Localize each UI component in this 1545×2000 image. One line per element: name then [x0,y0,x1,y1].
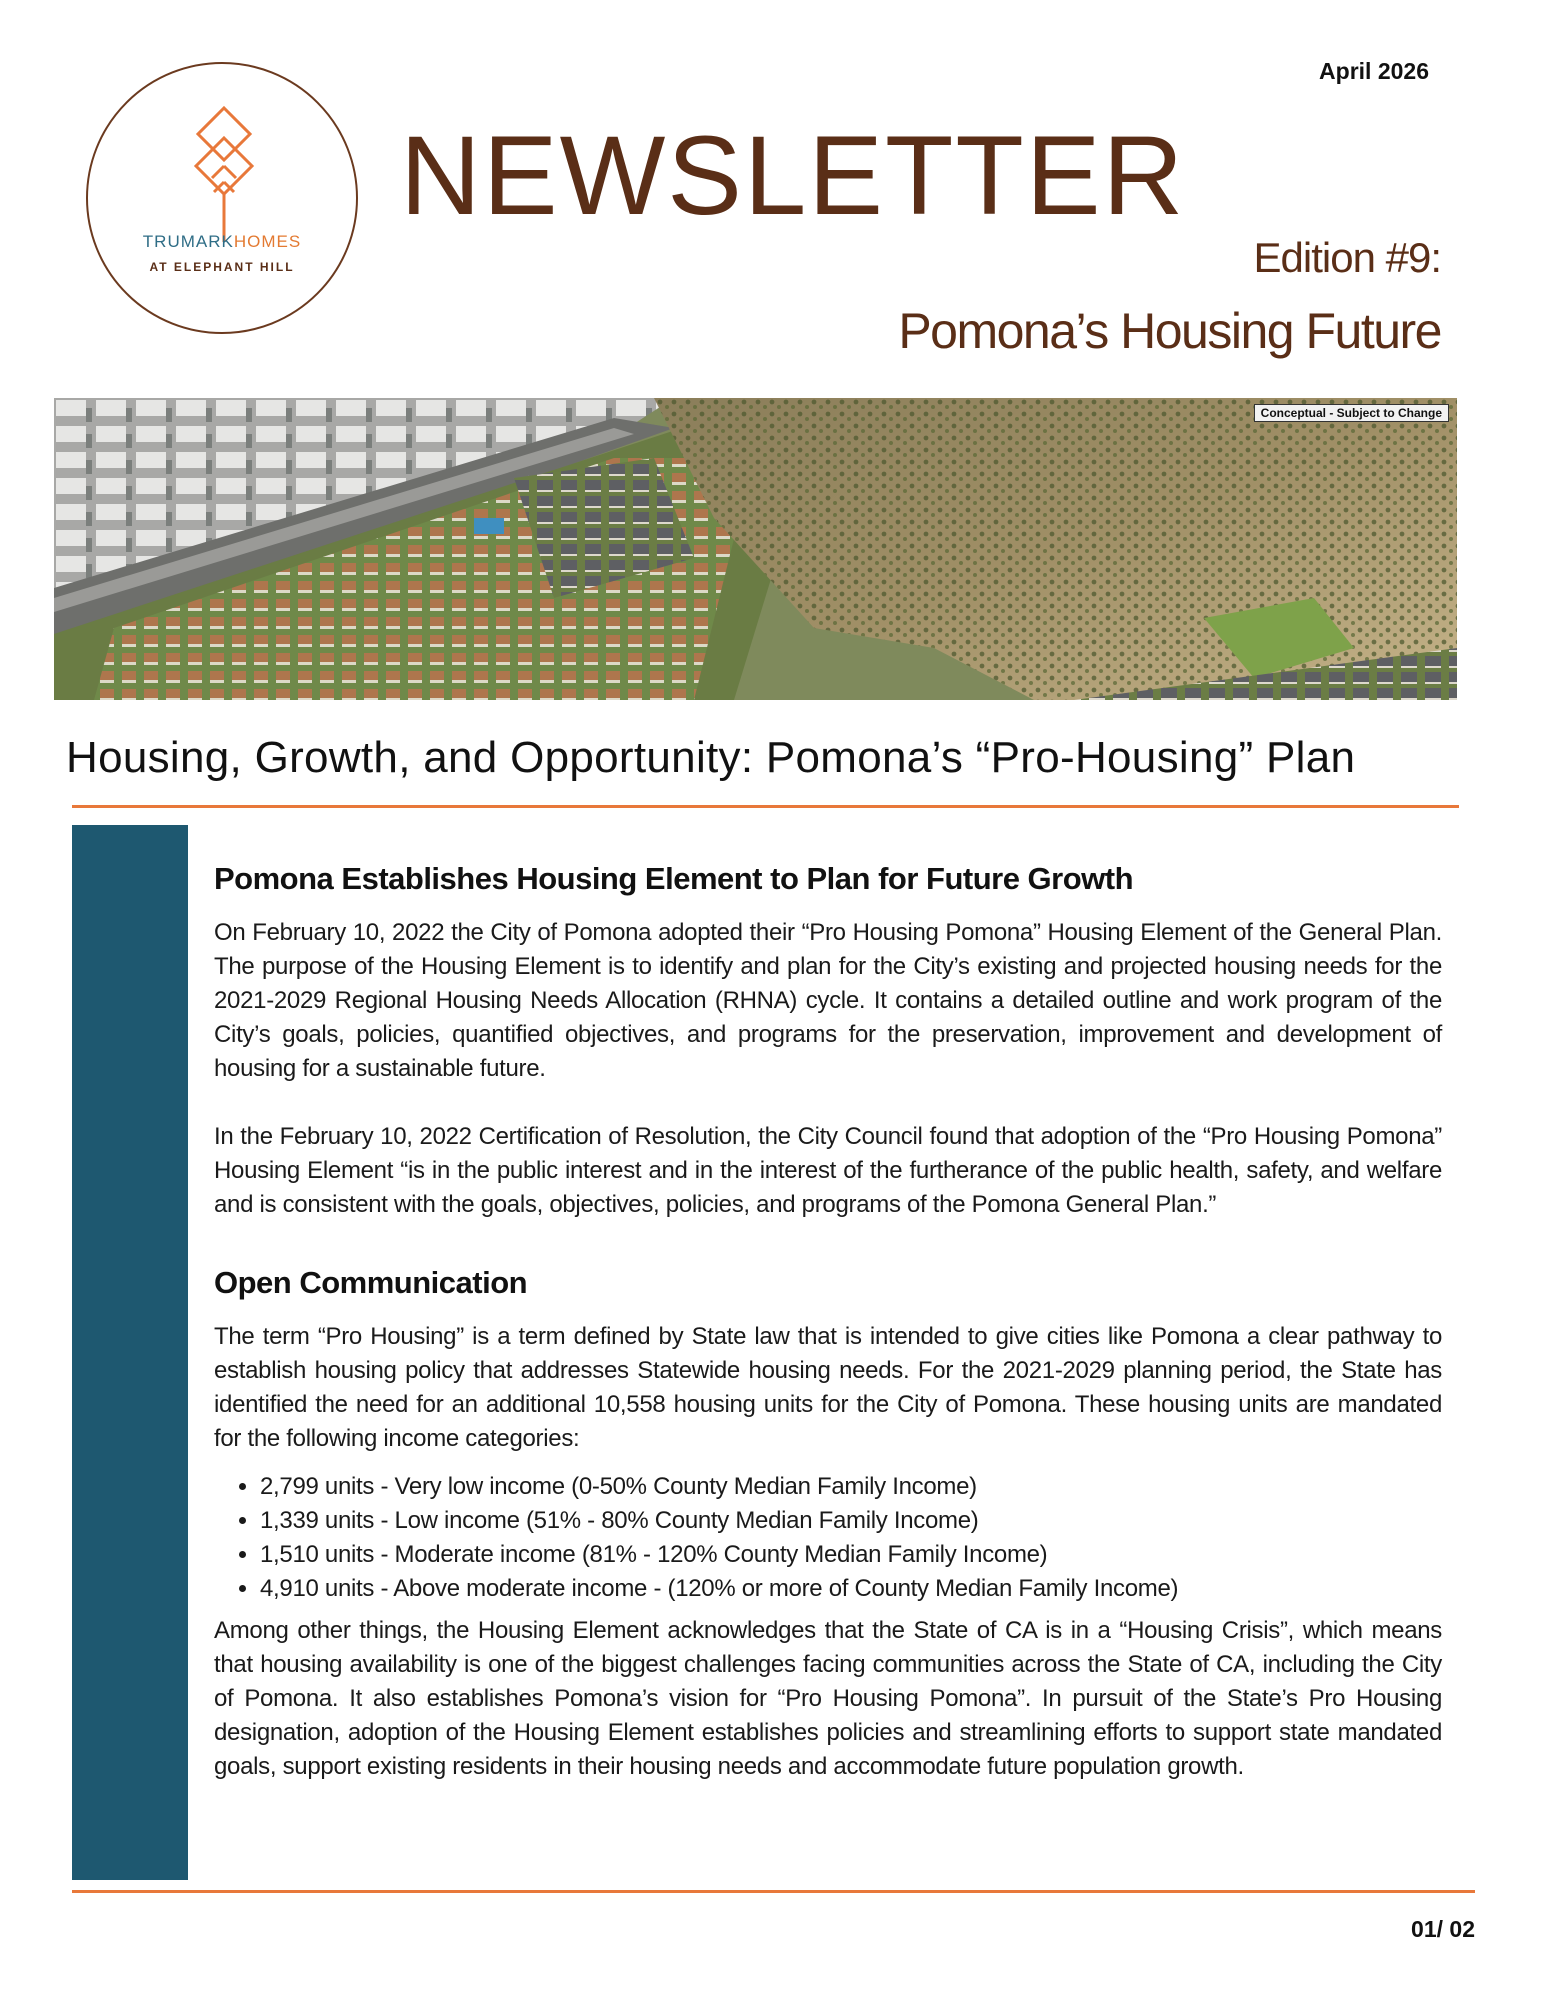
conceptual-badge: Conceptual - Subject to Change [1254,404,1449,422]
logo-brand-trumark: TRUMARK [142,232,234,251]
issue-date: April 2026 [1319,58,1429,84]
edition-subtitle: Pomona’s Housing Future [898,303,1441,359]
paragraph: The term “Pro Housing” is a term defined by State law that is intended to give cities like Pomona a clear pathway to establish housing policy that addresses Statewide housing needs. For the 2021-2029 planning period, the State has identified the need for an additional 10,558 housing units for the City of Pomona. These housing units are mandated for the following income categories: [214,1323,1442,1452]
paragraph: On February 10, 2022 the City of Pomona adopted their “Pro Housing Pomona” Housing Element of the General Plan. The purpose of the Housing Element is to identify and plan for the City’s existing and projected housing needs for the 2021-2029 Regional Housing Needs Allocation (RHNA) cycle. It contains a detailed outline and work program of the City’s goals, policies, quantified objectives, and programs for the preservation, improvement and development of housing for a sustainable future. [214,919,1442,1082]
income-category-list [214,1470,1442,1606]
sidebar-accent-bar [72,825,188,1880]
section-heading-housing-element: Pomona Establishes Housing Element to Plan for Future Growth [214,861,1134,896]
list-item: • 4,910 units - Above moderate income - (120% or more of County Median Family Income) [260,1572,1442,1606]
logo-brand-homes: HOMES [233,232,302,251]
list-item: • 1,510 units - Moderate income (81% - 120% County Median Family Income) [260,1538,1442,1572]
edition-label: Edition #9: [1253,234,1441,281]
logo-subtitle: AT ELEPHANT HILL [149,260,295,274]
diamond-tree-icon [176,104,272,244]
aerial-landscape-illustration [54,398,1457,700]
logo-brand [88,232,356,252]
list-item: • 1,339 units - Low income (51% - 80% County Median Family Income) [260,1504,1442,1538]
paragraph: Among other things, the Housing Element acknowledges that the State of CA is in a “Housing Crisis”, which means that housing availability is one of the biggest challenges facing communities across the State of CA, including the City of Pomona. It also establishes Pomona’s vision for “Pro Housing Pomona”. In pursuit of the State’s Pro Housing designation, adoption of the Housing Element establishes policies and streamlining efforts to support state mandated goals, support existing residents in their housing needs and accommodate future population growth. [214,1617,1442,1780]
article-headline: Housing, Growth, and Opportunity: Pomona’s “Pro-Housing” Plan [66,733,1356,782]
section-heading-open-communication: Open Communication [214,1265,528,1300]
newsletter-title: NEWSLETTER [400,113,1186,238]
paragraph: In the February 10, 2022 Certification of Resolution, the City Council found that adoption of the “Pro Housing Pomona” Housing Element “is in the public interest and in the interest of the furtherance of the public health, safety, and welfare and is consistent with the goals, objectives, policies, and programs of the Pomona General Plan.” [214,1123,1442,1218]
divider-bottom [72,1890,1475,1893]
article-body [214,848,1442,1784]
aerial-rendering-image [54,398,1457,700]
list-item: • 2,799 units - Very low income (0-50% County Median Family Income) [260,1470,1442,1504]
trumark-logo [86,62,358,334]
divider-top [72,805,1459,808]
page-number: 01/ 02 [1411,1916,1475,1942]
